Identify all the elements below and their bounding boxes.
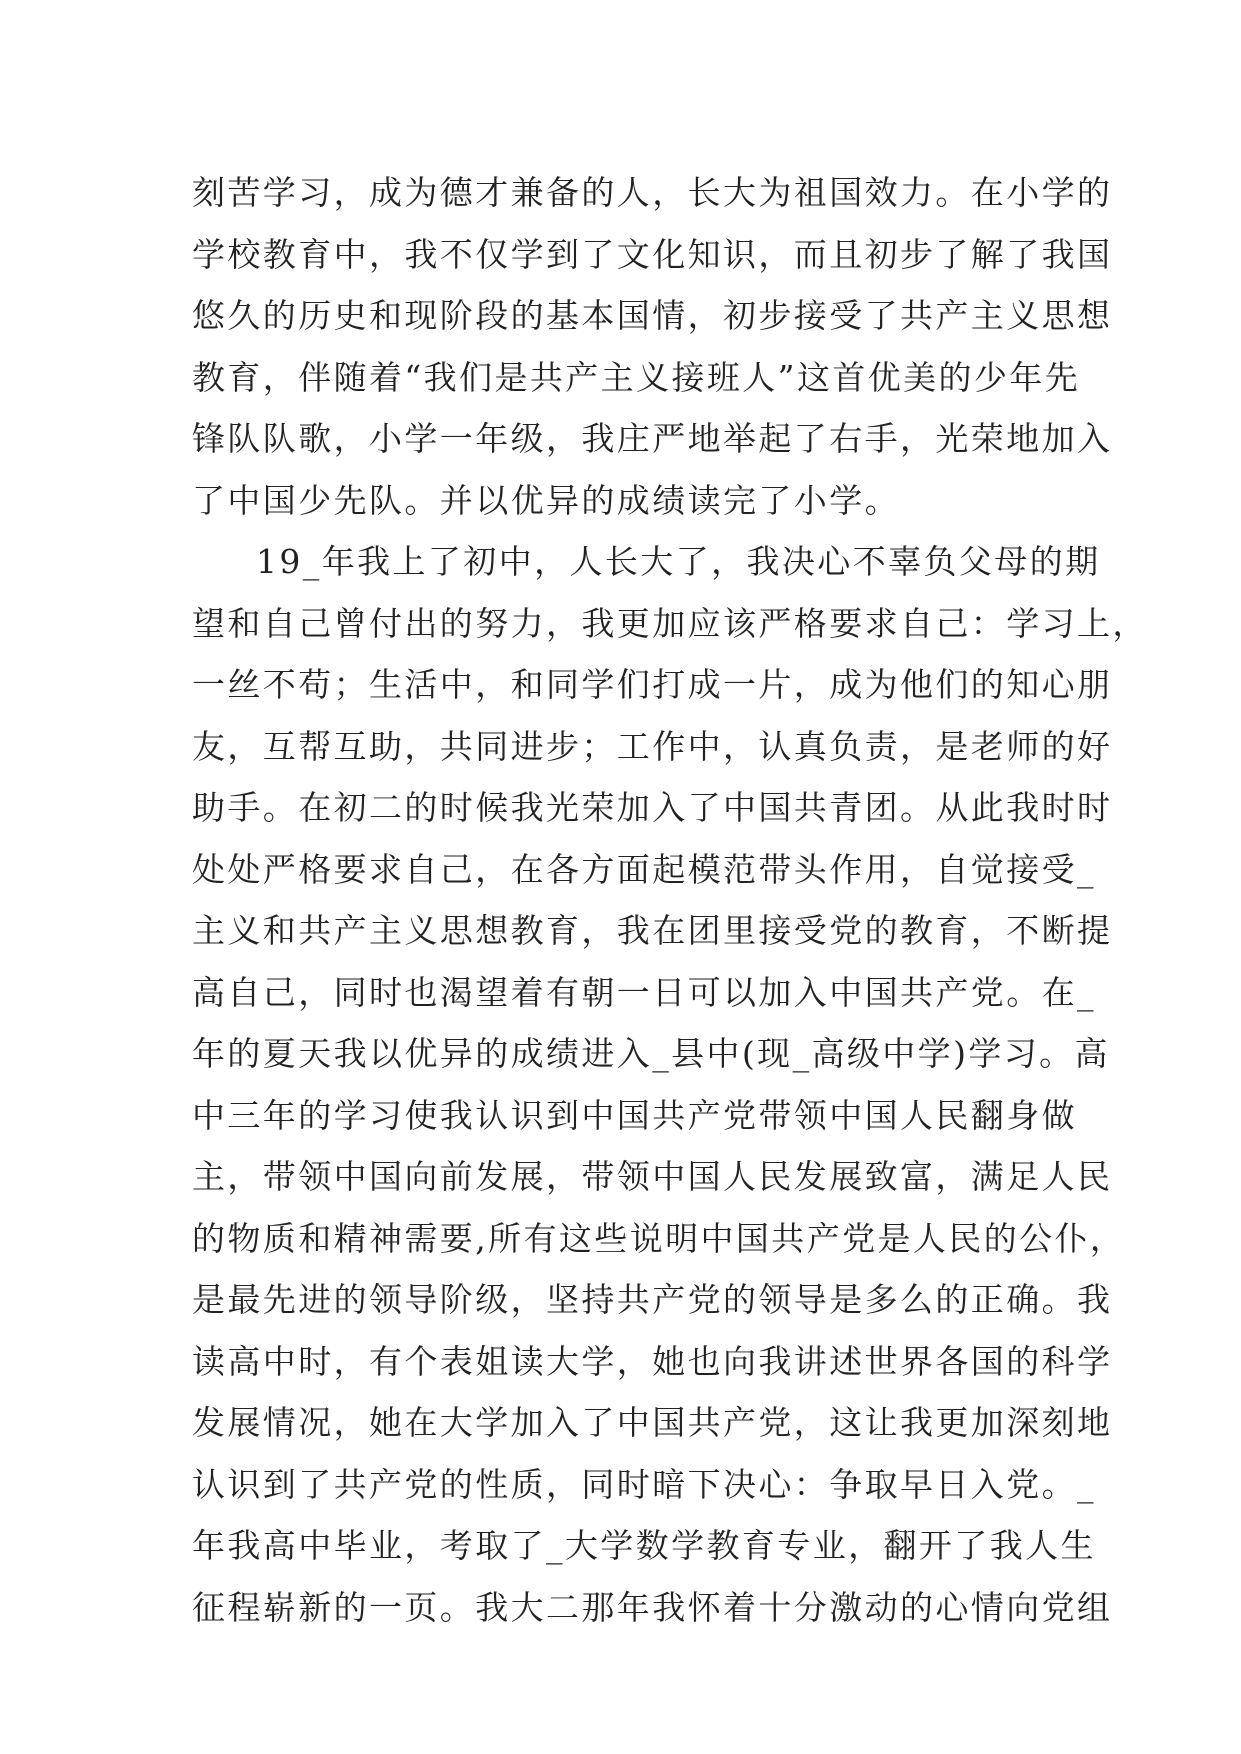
paragraph-line: 处处严格要求自己，在各方面起模范带头作用，自觉接受_ — [192, 849, 1096, 889]
paragraph-line: 19_年我上了初中，人长大了，我决心不辜负父母的期 — [256, 542, 1101, 581]
paragraph-line: 征程崭新的一页。我大二那年我怀着十分激动的心情向党组 — [192, 1587, 1113, 1627]
paragraph-line: 主义和共产主义思想教育，我在团里接受党的教育，不断提 — [192, 911, 1113, 950]
paragraph-line: 一丝不苟；生活中，和同学们打成一片，成为他们的知心朋 — [192, 665, 1113, 704]
paragraph-line: 助手。在初二的时候我光荣加入了中国共青团。从此我时时 — [192, 788, 1113, 827]
paragraph-line: 教育，伴随着“我们是共产主义接班人”这首优美的少年先 — [192, 357, 1081, 397]
paragraph-line: 锋队队歌，小学一年级，我庄严地举起了右手，光荣地加入 — [192, 419, 1113, 458]
paragraph-line: 主，带领中国向前发展，带领中国人民发展致富，满足人民 — [192, 1157, 1113, 1196]
paragraph-line: 望和自己曾付出的努力，我更加应该严格要求自己：学习上， — [192, 603, 1148, 643]
paragraph-1 — [192, 162, 1113, 531]
paragraph-2 — [192, 531, 1148, 1638]
paragraph-line: 学校教育中，我不仅学到了文化知识，而且初步了解了我国 — [192, 234, 1113, 274]
paragraph-line: 读高中时，有个表姐读大学，她也向我讲述世界各国的科学 — [192, 1341, 1113, 1381]
paragraph-line: 了中国少先队。并以优异的成绩读完了小学。 — [192, 480, 900, 520]
paragraph-line: 年的夏天我以优异的成绩进入_县中(现_高级中学)学习。高 — [192, 1034, 1110, 1073]
paragraph-line: 中三年的学习使我认识到中国共产党带领中国人民翻身做 — [192, 1095, 1077, 1135]
paragraph-line: 悠久的历史和现阶段的基本国情，初步接受了共产主义思想 — [192, 296, 1113, 335]
paragraph-line: 高自己，同时也渴望着有朝一日可以加入中国共产党。在_ — [192, 972, 1096, 1012]
paragraph-line: 发展情况，她在大学加入了中国共产党，这让我更加深刻地 — [192, 1403, 1113, 1442]
document-body — [192, 162, 1148, 1638]
paragraph-line: 年我高中毕业，考取了_大学数学教育专业，翻开了我人生 — [192, 1526, 1096, 1565]
paragraph-line: 刻苦学习，成为德才兼备的人，长大为祖国效力。在小学的 — [192, 173, 1113, 212]
paragraph-line: 认识到了共产党的性质，同时暗下决心：争取早日入党。_ — [192, 1464, 1096, 1504]
paragraph-line: 的物质和精神需要,所有这些说明中国共产党是人民的公仆， — [192, 1218, 1126, 1258]
paragraph-line: 友，互帮互助，共同进步；工作中，认真负责，是老师的好 — [192, 726, 1113, 766]
paragraph-line: 是最先进的领导阶级，坚持共产党的领导是多么的正确。我 — [192, 1280, 1113, 1319]
